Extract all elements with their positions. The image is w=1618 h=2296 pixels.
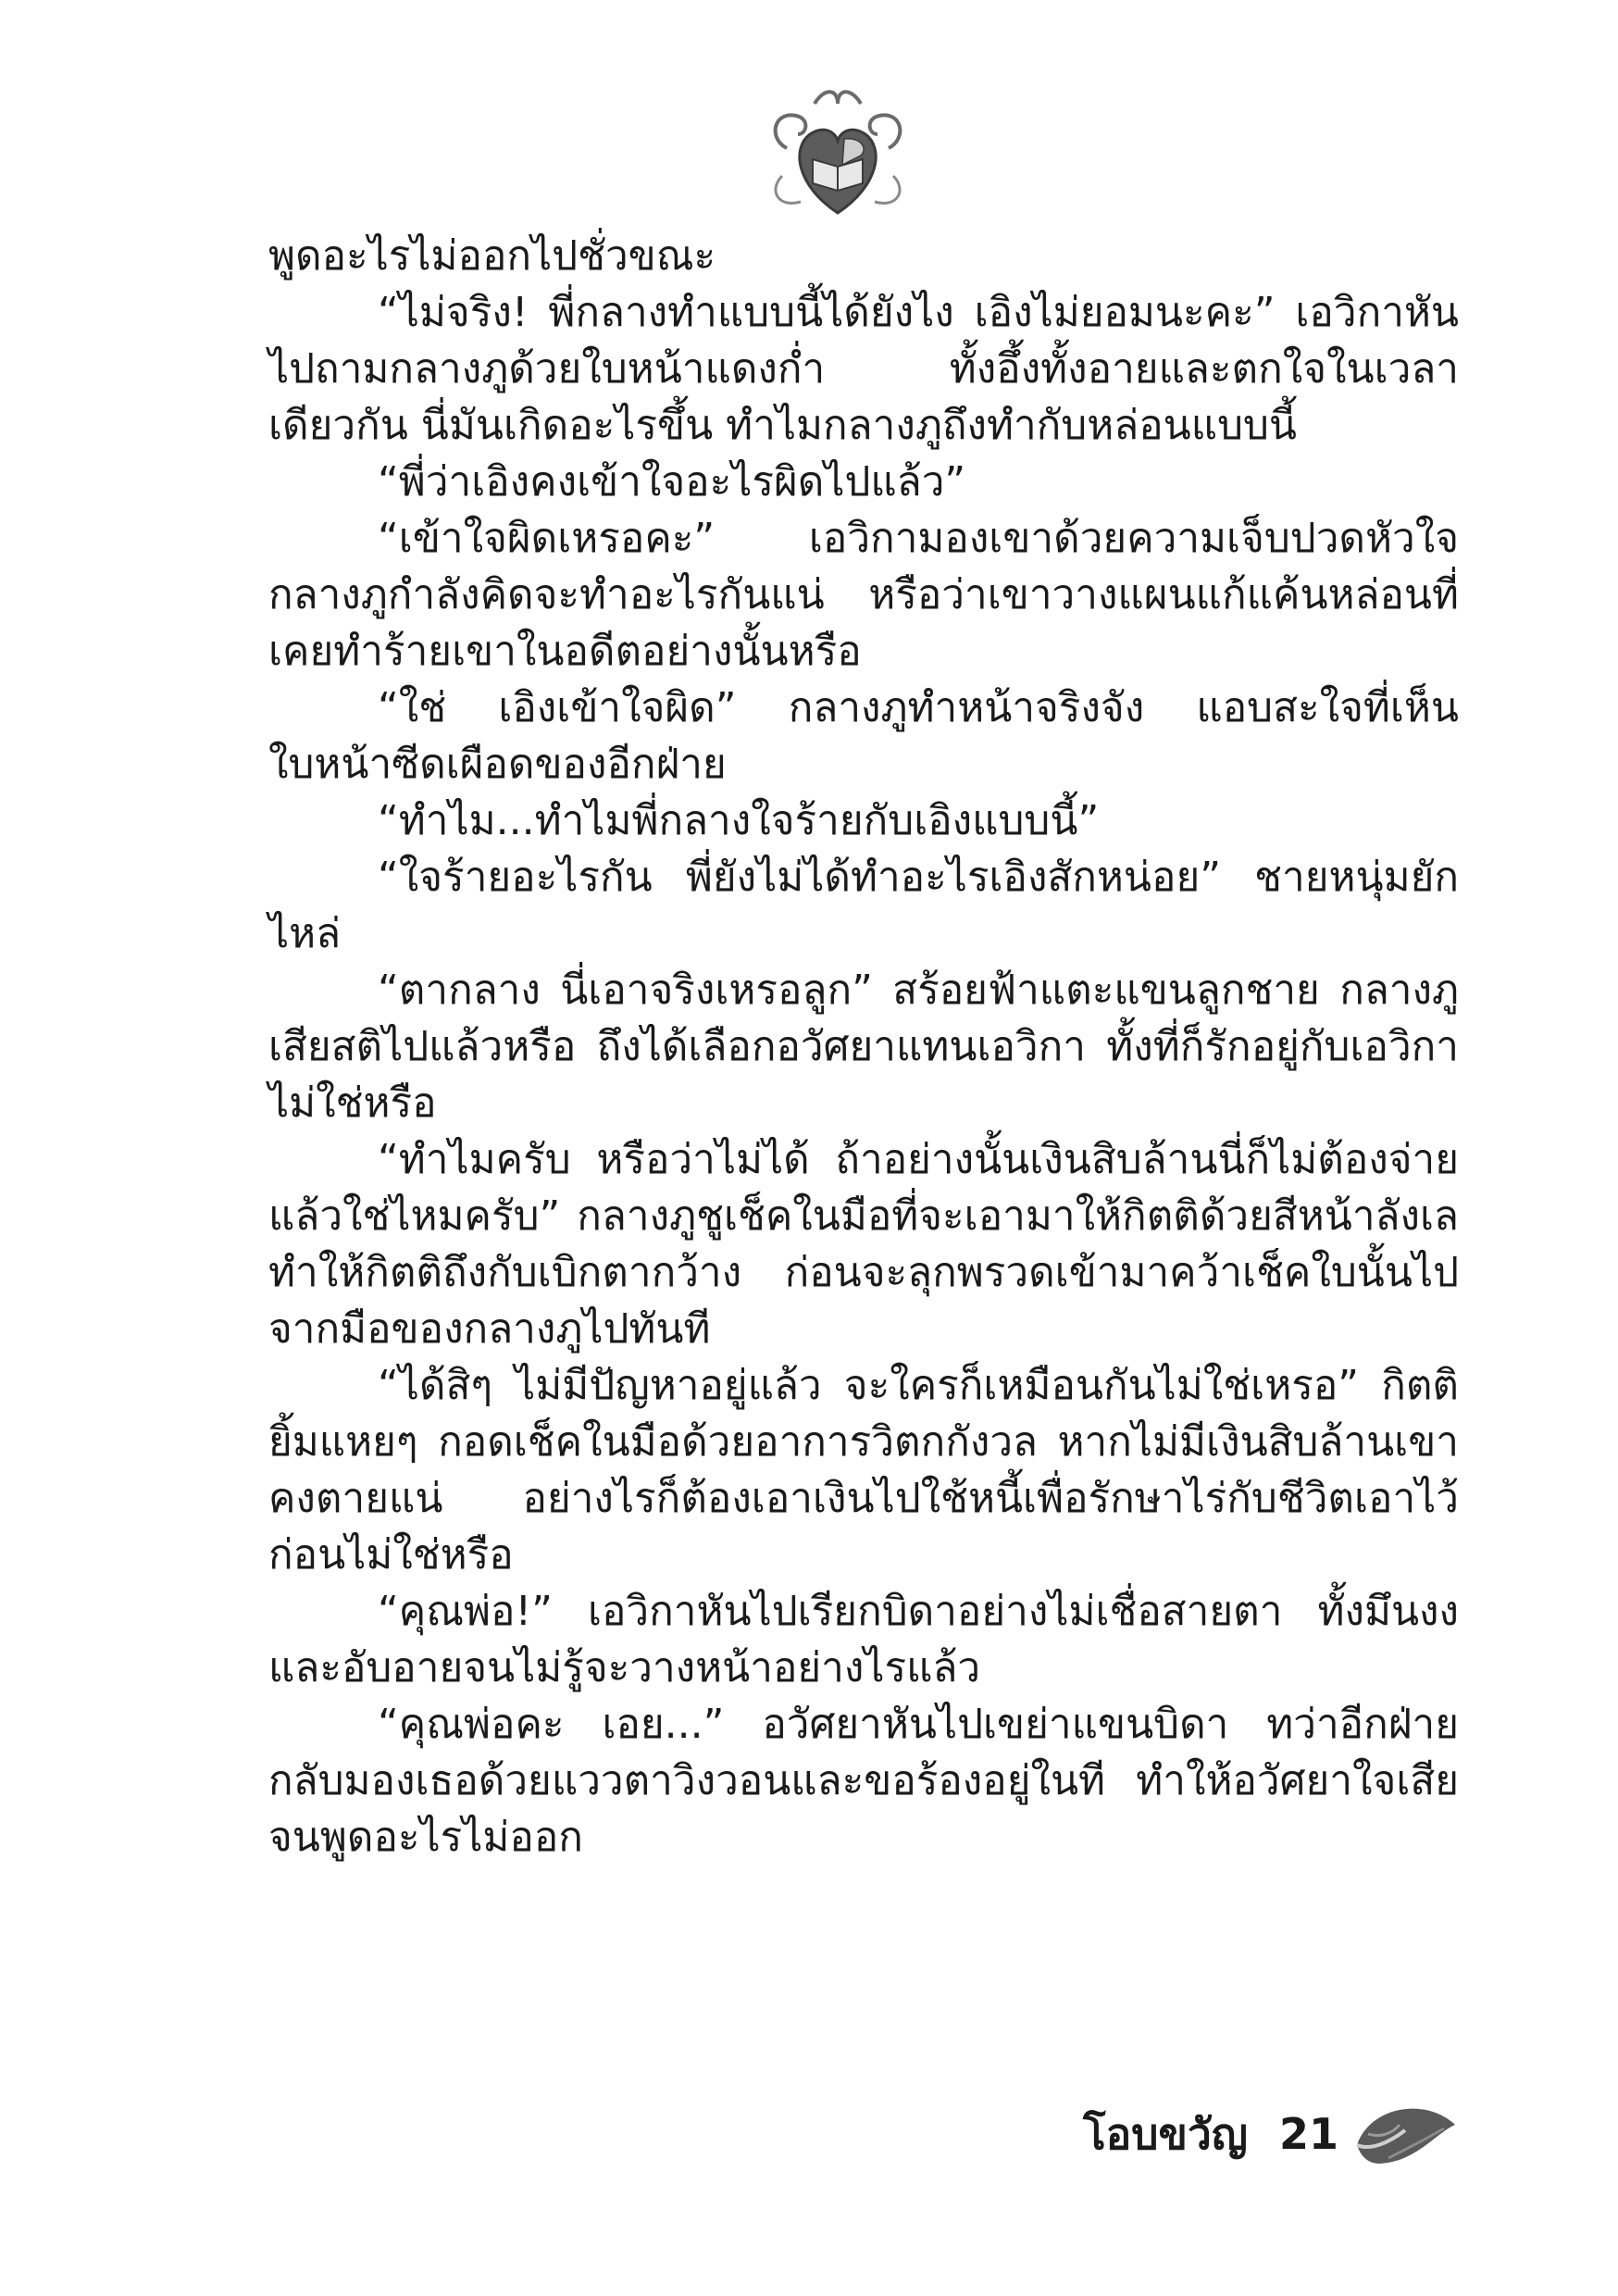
page-number: 21 xyxy=(1278,2109,1338,2159)
paragraph: “ตากลาง นี่เอาจริงเหรอลูก” สร้อยฟ้าแตะแขนลูกชาย กลางภูเสียสติไปแล้วหรือ ถึงได้เลือกอวัศยาแทนเอวิกา ทั้งที่ก็รักอยู่กับเอวิกาไม่ใช่หรือ xyxy=(268,967,1459,1127)
paragraph: “ได้สิๆ ไม่มีปัญหาอยู่แล้ว จะใครก็เหมือนกันไม่ใช่เหรอ” กิตติยิ้มแหยๆ กอดเช็คในมือด้วยอาการวิตกกังวล หากไม่มีเงินสิบล้านเขาคงตายแน่ อย่างไรก็ต้องเอาเงินไปใช้หนี้เพื่อรักษาไร่กับชีวิตเอาไว้ก่อนไม่ใช่หรือ xyxy=(268,1362,1459,1578)
paragraph: “ทำไม...ทำไมพี่กลางใจร้ายกับเอิงแบบนี้” xyxy=(378,797,1100,844)
paragraph: พูดอะไรไม่ออกไปชั่วขณะ xyxy=(268,232,716,280)
paragraph: “เข้าใจผิดเหรอคะ” เอวิกามองเขาด้วยความเจ็บปวดหัวใจ กลางภูกำลังคิดจะทำอะไรกันแน่ หรือว่าเขาวางแผนแก้แค้นหล่อนที่เคยทำร้ายเขาในอดีตอย่างนั้นหรือ xyxy=(268,515,1459,675)
book-title: โอบขวัญ xyxy=(1082,2108,1248,2159)
paragraph: “คุณพ่อคะ เอย...” อวัศยาหันไปเขย่าแขนบิดา ทว่าอีกฝ่ายกลับมองเธอด้วยแววตาวิงวอนและขอร้องอยู่ในที ทำให้อวัศยาใจเสียจนพูดอะไรไม่ออก xyxy=(268,1701,1459,1861)
chapter-body-text xyxy=(268,228,1459,1866)
paragraph: “ทำไมครับ หรือว่าไม่ได้ ถ้าอย่างนั้นเงินสิบล้านนี่ก็ไม่ต้องจ่ายแล้วใช่ไหมครับ” กลางภูชูเช็คในมือที่จะเอามาให้กิตติด้วยสีหน้าลังเล ทำให้กิตติถึงกับเบิกตากว้าง ก่อนจะลุกพรวดเข้ามาคว้าเช็คใบนั้นไปจากมือของกลางภูไปทันที xyxy=(268,1136,1459,1353)
paragraph: “ไม่จริง! พี่กลางทำแบบนี้ได้ยังไง เอิงไม่ยอมนะคะ” เอวิกาหันไปถามกลางภูด้วยใบหน้าแดงก่ำ ทั้งอึ้งทั้งอายและตกใจในเวลาเดียวกัน นี่มันเกิดอะไรขึ้น ทำไมกลางภูถึงทำกับหล่อนแบบนี้ xyxy=(268,289,1459,449)
paragraph: “ใจร้ายอะไรกัน พี่ยังไม่ได้ทำอะไรเอิงสักหน่อย” ชายหนุ่มยักไหล่ xyxy=(268,854,1459,957)
leaf-ornament-icon xyxy=(1351,2097,1461,2171)
paragraph: “พี่ว่าเอิงคงเข้าใจอะไรผิดไปแล้ว” xyxy=(378,458,966,505)
paragraph: “ใช่ เอิงเข้าใจผิด” กลางภูทำหน้าจริงจัง แอบสะใจที่เห็นใบหน้าซีดเผือดของอีกฝ่าย xyxy=(268,684,1459,788)
header-logo xyxy=(759,83,916,222)
page-footer xyxy=(1083,2088,1461,2180)
paragraph: “คุณพ่อ!” เอวิกาหันไปเรียกบิดาอย่างไม่เชื่อสายตา ทั้งมึนงงและอับอายจนไม่รู้จะวางหน้าอย่างไรแล้ว xyxy=(268,1588,1459,1691)
ornamental-book-emblem-icon xyxy=(759,83,916,222)
